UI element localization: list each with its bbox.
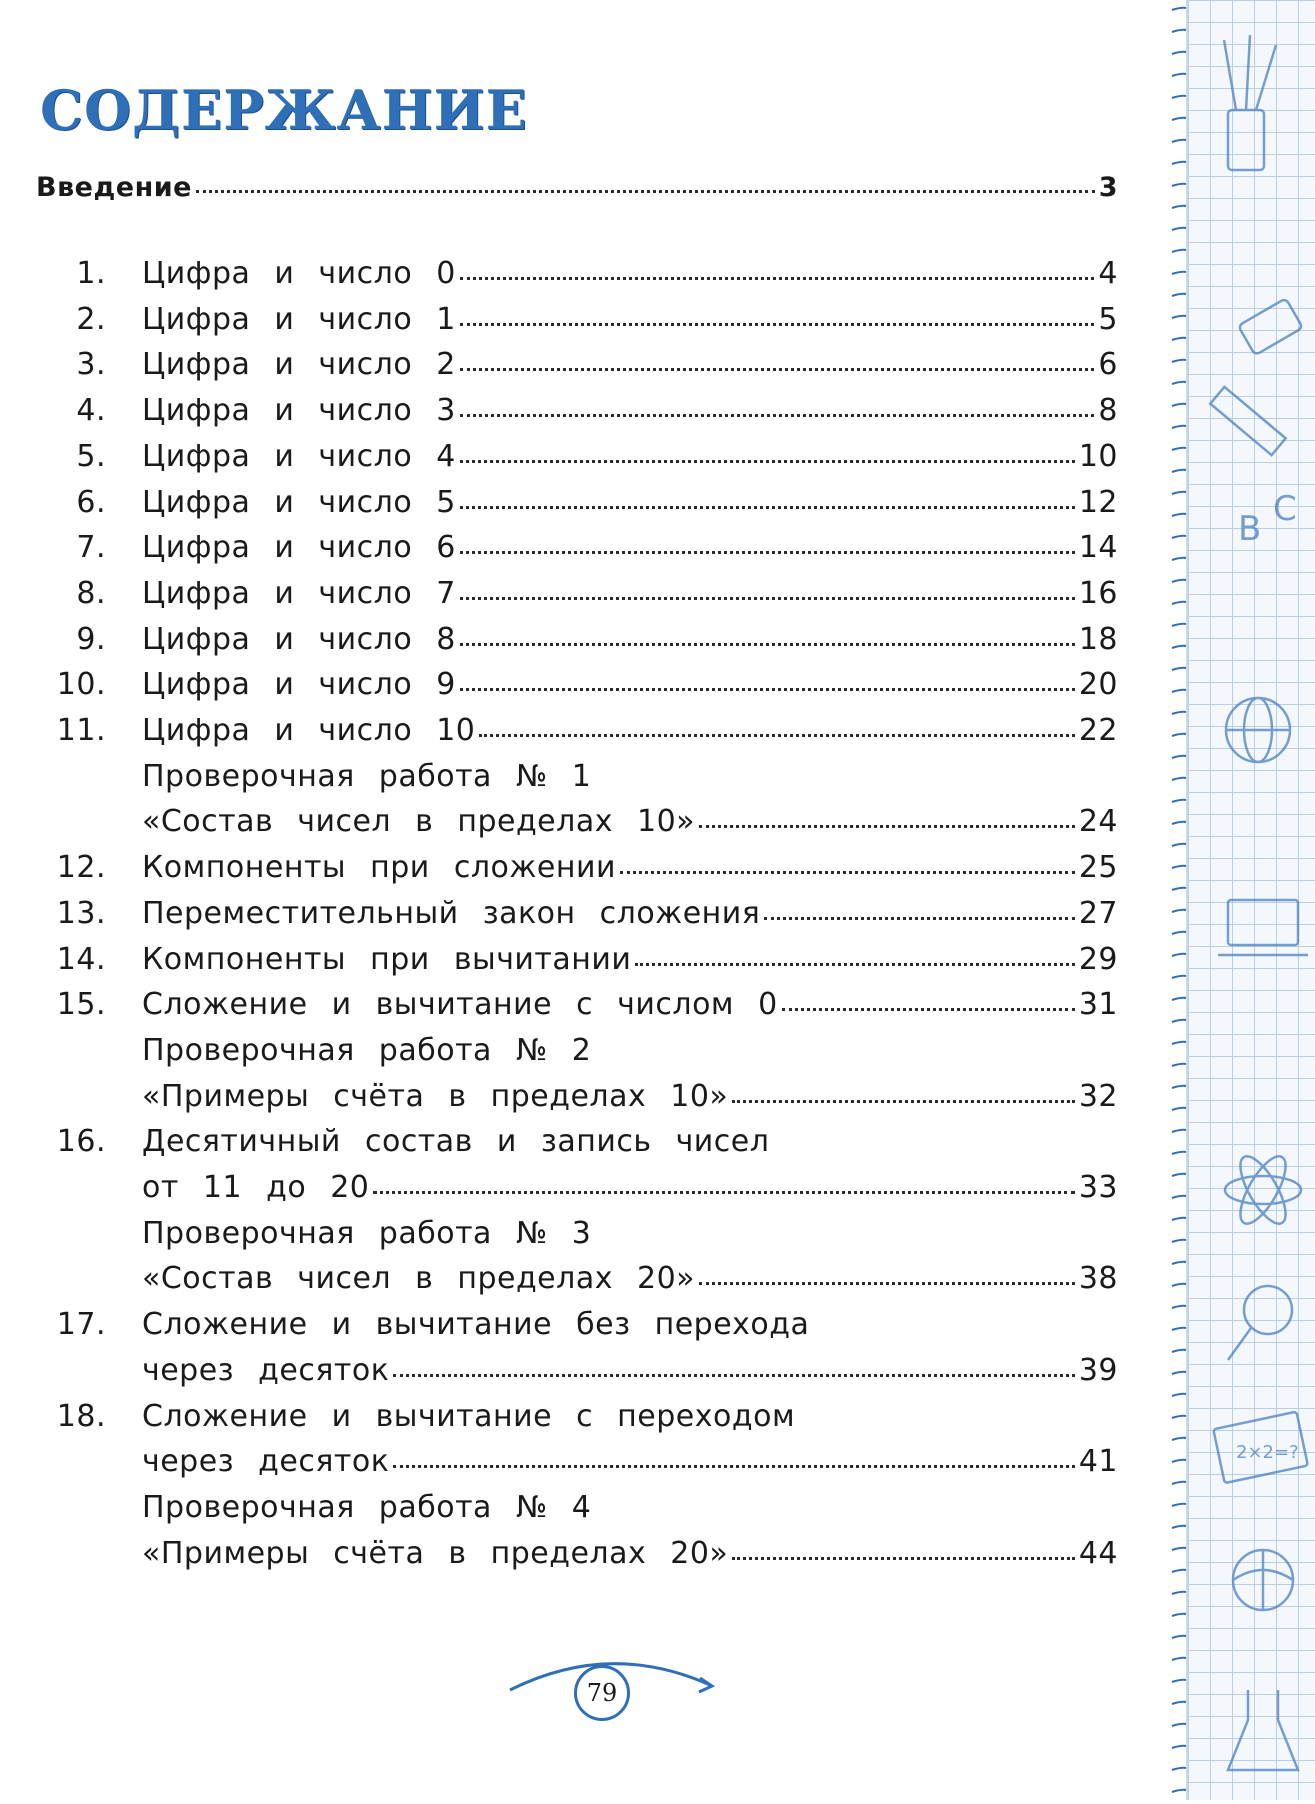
leader-dots <box>460 642 1075 646</box>
toc-entry-page: 44 <box>1078 1536 1118 1571</box>
page-title: СОДЕРЖАНИЕ <box>40 78 528 142</box>
toc-entry-number: 17. <box>56 1307 106 1342</box>
toc-entry-page: 31 <box>1078 987 1118 1022</box>
toc-entry-title: через десяток <box>142 1353 390 1388</box>
toc-entry[interactable] <box>36 1079 1118 1125</box>
toc-entry-title: Цифра и число 8 <box>142 622 456 657</box>
toc-entry[interactable] <box>36 576 1118 622</box>
svg-text:2×2=?: 2×2=? <box>1236 1442 1299 1463</box>
leader-dots <box>699 1281 1075 1285</box>
toc-entry-title: Компоненты при вычитании <box>142 942 632 977</box>
toc-entry-title: Цифра и число 0 <box>142 256 456 291</box>
toc-entry-number: 8. <box>76 576 106 611</box>
leader-dots <box>764 916 1074 920</box>
toc-entry-title: Компоненты при сложении <box>142 850 616 885</box>
toc-entry[interactable] <box>36 1490 1118 1536</box>
toc-entry-page: 4 <box>1098 256 1118 291</box>
leader-dots <box>479 733 1074 737</box>
toc-entry-title: «Примеры счёта в пределах 20» <box>142 1536 729 1571</box>
toc-entry[interactable] <box>36 347 1118 393</box>
toc-entry-title: «Примеры счёта в пределах 10» <box>142 1079 729 1114</box>
toc-entry-title: Десятичный состав и запись чисел <box>142 1124 770 1159</box>
toc-entry[interactable] <box>36 302 1118 348</box>
toc-entry[interactable] <box>36 439 1118 485</box>
toc-entry[interactable] <box>36 1536 1118 1582</box>
toc-entry-number: 16. <box>56 1124 106 1159</box>
toc-entry[interactable] <box>36 485 1118 531</box>
toc-entry-page: 22 <box>1078 713 1118 748</box>
toc-entry[interactable] <box>36 987 1118 1033</box>
leader-dots <box>620 870 1075 874</box>
leader-dots <box>460 413 1095 417</box>
toc-entry-number: 5. <box>76 439 106 474</box>
leader-dots <box>460 687 1075 691</box>
leader-dots <box>393 1464 1074 1468</box>
toc-entry-number: 7. <box>76 530 106 565</box>
toc-entry-title: от 11 до 20 <box>142 1170 370 1205</box>
leader-dots <box>460 550 1075 554</box>
toc-entry-title: Цифра и число 5 <box>142 485 456 520</box>
toc-entry[interactable] <box>36 804 1118 850</box>
leader-dots <box>393 1373 1074 1377</box>
toc-entry-page: 5 <box>1098 302 1118 337</box>
toc-entry-page: 29 <box>1078 942 1118 977</box>
svg-text:C: C <box>1273 489 1297 529</box>
toc-entry[interactable] <box>36 667 1118 713</box>
toc-entry[interactable] <box>36 393 1118 439</box>
leader-dots <box>460 505 1075 509</box>
toc-intro[interactable] <box>36 172 1118 218</box>
toc-entry-number: 18. <box>56 1399 106 1434</box>
toc-entry-number: 4. <box>76 393 106 428</box>
toc-entry[interactable] <box>36 622 1118 668</box>
toc-entry-title: «Состав чисел в пределах 20» <box>142 1261 696 1296</box>
toc-entry-number: 11. <box>56 713 106 748</box>
toc-entry-number: 13. <box>56 896 106 931</box>
toc-entry-title: Цифра и число 2 <box>142 347 456 382</box>
toc-entry-page: 16 <box>1078 576 1118 611</box>
toc-entry[interactable] <box>36 1353 1118 1399</box>
toc-entry[interactable] <box>36 530 1118 576</box>
toc-entry-title: Переместительный закон сложения <box>142 896 761 931</box>
toc-entry-page: 39 <box>1078 1353 1118 1388</box>
leader-dots <box>782 1007 1075 1011</box>
leader-dots <box>460 367 1095 371</box>
toc-entry-number: 14. <box>56 942 106 977</box>
toc-entry-page: 10 <box>1078 439 1118 474</box>
toc-entry-number: 6. <box>76 485 106 520</box>
toc-entry[interactable] <box>36 1124 1118 1170</box>
toc-entry-title: Цифра и число 1 <box>142 302 456 337</box>
leader-dots <box>732 1556 1075 1560</box>
toc-entry-number: 3. <box>76 347 106 382</box>
toc-entry-number: 2. <box>76 302 106 337</box>
toc-entry-page: 20 <box>1078 667 1118 702</box>
toc-entry-title: Проверочная работа № 1 <box>142 759 592 794</box>
toc-entry-page: 8 <box>1098 393 1118 428</box>
toc-entry-page: 32 <box>1078 1079 1118 1114</box>
toc-entry[interactable] <box>36 713 1118 759</box>
leader-dots <box>373 1190 1074 1194</box>
toc-entry-title: Цифра и число 6 <box>142 530 456 565</box>
toc-intro-label: Введение <box>36 172 192 203</box>
toc-entry-page: 41 <box>1078 1444 1118 1479</box>
leader-dots <box>635 962 1074 966</box>
leader-dots <box>460 322 1095 326</box>
toc-entry[interactable] <box>36 1216 1118 1262</box>
toc-entry[interactable] <box>36 256 1118 302</box>
toc-entry[interactable] <box>36 759 1118 805</box>
toc-entry-page: 27 <box>1078 896 1118 931</box>
leader-dots <box>196 189 1095 193</box>
toc-entry-page: 38 <box>1078 1261 1118 1296</box>
toc-entry-page: 14 <box>1078 530 1118 565</box>
toc-entry-title: Цифра и число 9 <box>142 667 456 702</box>
page-number: 79 <box>574 1665 630 1721</box>
toc-entry-page: 6 <box>1098 347 1118 382</box>
toc-entry[interactable] <box>36 1033 1118 1079</box>
toc-entry-title: Цифра и число 10 <box>142 713 476 748</box>
decorative-grid-margin <box>1186 0 1315 1800</box>
toc-entry-number: 10. <box>56 667 106 702</box>
toc-entry-number: 12. <box>56 850 106 885</box>
toc-entry-title: Сложение и вычитание с переходом <box>142 1399 796 1434</box>
toc-entry-number: 15. <box>56 987 106 1022</box>
toc-entry-title: Сложение и вычитание без перехода <box>142 1307 810 1342</box>
toc-entry-title: Цифра и число 7 <box>142 576 456 611</box>
toc-entry-page: 24 <box>1078 804 1118 839</box>
toc-entry[interactable] <box>36 942 1118 988</box>
toc-entry[interactable] <box>36 896 1118 942</box>
leader-dots <box>460 276 1095 280</box>
school-doodles-icon <box>1188 0 1315 1800</box>
toc-entry-title: Проверочная работа № 4 <box>142 1490 592 1525</box>
toc-entry-page: 25 <box>1078 850 1118 885</box>
leader-dots <box>460 459 1075 463</box>
toc-entry[interactable] <box>36 1307 1118 1353</box>
toc-entry-title: Цифра и число 4 <box>142 439 456 474</box>
toc-entry-number: 1. <box>76 256 106 291</box>
toc-entry-title: Проверочная работа № 2 <box>142 1033 592 1068</box>
toc-intro-page: 3 <box>1098 172 1118 203</box>
toc-entry[interactable] <box>36 1399 1118 1445</box>
leader-dots <box>460 596 1075 600</box>
toc-entry[interactable] <box>36 1261 1118 1307</box>
toc-entry-title: Цифра и число 3 <box>142 393 456 428</box>
toc-entry[interactable] <box>36 850 1118 896</box>
leader-dots <box>732 1099 1075 1103</box>
svg-text:B: B <box>1238 509 1262 549</box>
toc-entry-number: 9. <box>76 622 106 657</box>
toc-entry-title: «Состав чисел в пределах 10» <box>142 804 696 839</box>
toc-entry-page: 18 <box>1078 622 1118 657</box>
toc-entry[interactable] <box>36 1444 1118 1490</box>
toc-entry-page: 12 <box>1078 485 1118 520</box>
toc-entry-page: 33 <box>1078 1170 1118 1205</box>
leader-dots <box>699 824 1075 828</box>
toc-entry-title: Проверочная работа № 3 <box>142 1216 592 1251</box>
toc-entry-title: Сложение и вычитание с числом 0 <box>142 987 778 1022</box>
toc-entry[interactable] <box>36 1170 1118 1216</box>
toc-entry-title: через десяток <box>142 1444 390 1479</box>
